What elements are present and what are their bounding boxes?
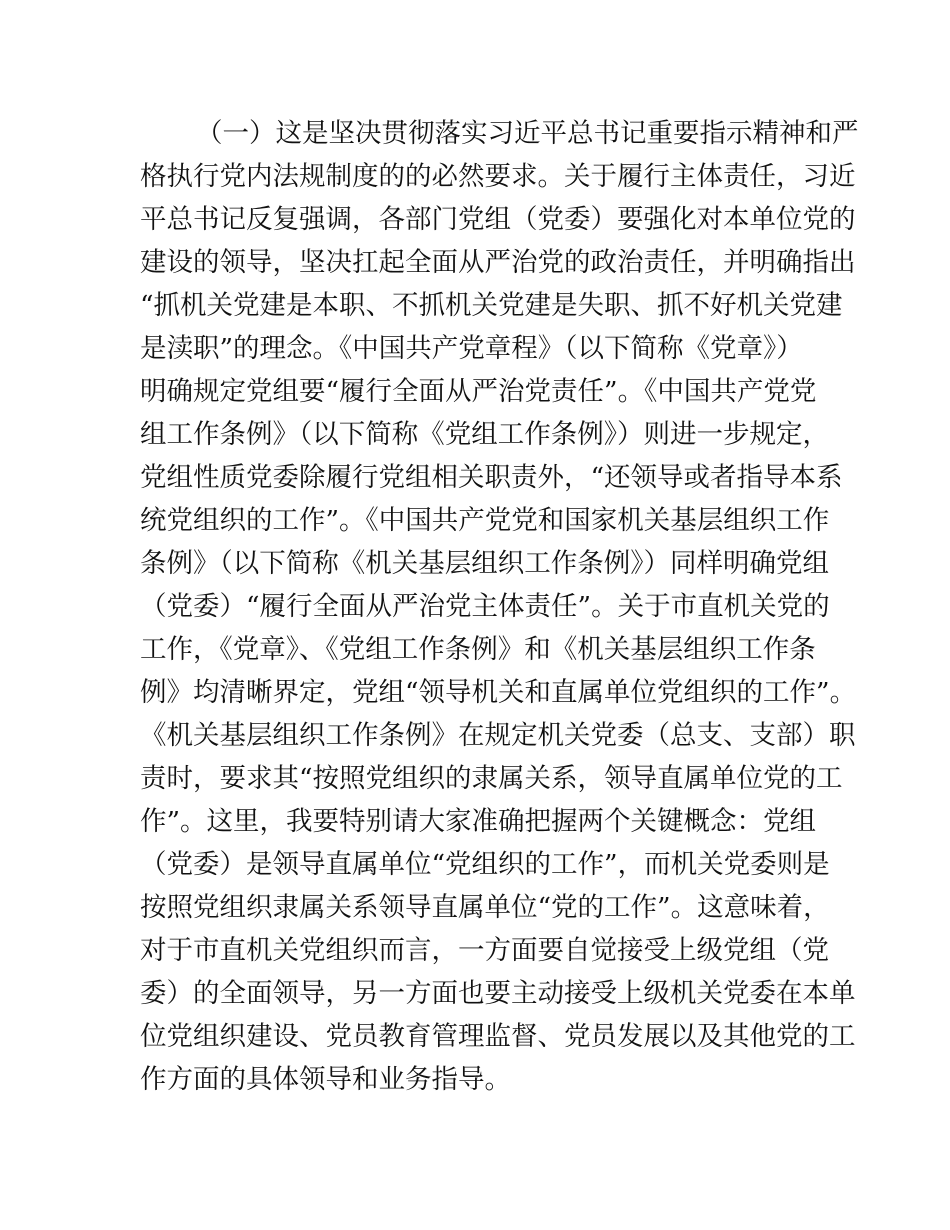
paragraph-line: 作方面的具体领导和业务指导。 [140,1064,511,1095]
paragraph-line: 工作，《党章》、《党组工作条例》和《机关基层组织工作条 [140,634,816,665]
paragraph-line: 建设的领导，坚决扛起全面从严治党的政治责任，并明确指出 [140,247,856,278]
paragraph-line: 是渎职”的理念。《中国共产党章程》（以下简称《党章》） [140,333,803,364]
paragraph-line: 党组性质党委除履行党组相关职责外，“还领导或者指导本系 [140,462,843,493]
paragraph-line: 作”。这里，我要特别请大家准确把握两个关键概念：党组 [140,806,817,837]
paragraph-line: 责时，要求其“按照党组织的隶属关系，领导直属单位党的工 [140,763,843,794]
paragraph-line: 对于市直机关党组织而言，一方面要自觉接受上级党组（党 [140,935,829,966]
paragraph-line: 位党组织建设、党员教育管理监督、党员发展以及其他党的工 [140,1021,856,1052]
paragraph-line: “抓机关党建是本职、不抓机关党建是失职、抓不好机关党建 [140,290,843,321]
paragraph-line: 《机关基层组织工作条例》在规定机关党委（总支、支部）职 [140,720,856,751]
paragraph-line: 统党组织的工作”。《中国共产党党和国家机关基层组织工作 [140,505,830,536]
paragraph-line: 条例》（以下简称《机关基层组织工作条例》）同样明确党组 [140,548,829,579]
paragraph-line: （一）这是坚决贯彻落实习近平总书记重要指示精神和严 [196,118,859,149]
paragraph-line: 格执行党内法规制度的的必然要求。关于履行主体责任，习近 [140,161,856,192]
paragraph-line: 平总书记反复强调，各部门党组（党委）要强化对本单位党的 [140,204,856,235]
paragraph-line: 按照党组织隶属关系领导直属单位“党的工作”。这意味着， [140,892,830,923]
paragraph-line: 委）的全面领导，另一方面也要主动接受上级机关党委在本单 [140,978,856,1009]
paragraph-line: （党委）是领导直属单位“党组织的工作”，而机关党委则是 [140,849,830,880]
paragraph-line: 明确规定党组要“履行全面从严治党责任”。《中国共产党党 [140,376,817,407]
paragraph-line: （党委）“履行全面从严治党主体责任”。关于市直机关党的 [140,591,830,622]
paragraph-line: 例》均清晰界定，党组“领导机关和直属单位党组织的工作”。 [140,677,857,708]
paragraph-line: 组工作条例》（以下简称《党组工作条例》）则进一步规定， [140,419,829,450]
